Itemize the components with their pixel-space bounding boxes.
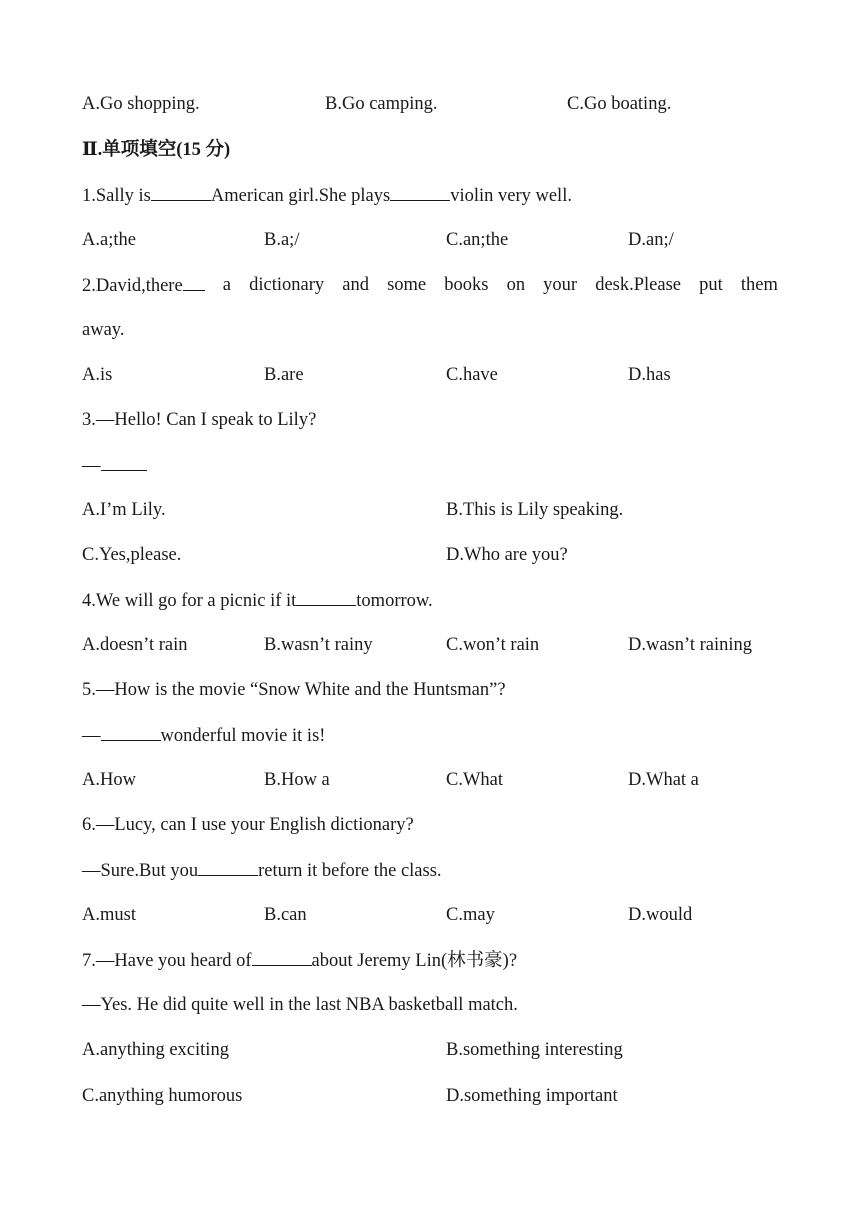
- blank: [252, 948, 312, 966]
- q1-option-a: A.a;the: [82, 230, 136, 250]
- question-3-response: [82, 453, 147, 478]
- question-6-part1: —Sure.But you: [82, 861, 199, 881]
- question-2-word: some: [387, 275, 427, 295]
- prev-option-c: C.Go boating.: [567, 94, 672, 114]
- blank: [183, 273, 205, 291]
- q2-option-c: C.have: [446, 365, 498, 385]
- q6-option-d: D.would: [628, 905, 693, 925]
- q5-option-d: D.What a: [628, 770, 699, 790]
- q3-option-c: C.Yes,please.: [82, 545, 182, 565]
- question-2-word: desk.Please: [595, 275, 682, 295]
- q5-option-c: C.What: [446, 770, 504, 790]
- section-heading: Ⅱ.单项填空(15 分): [82, 140, 231, 160]
- question-6-part2: return it before the class.: [258, 861, 442, 881]
- question-4-part2: tomorrow.: [356, 591, 433, 611]
- question-2-word: on: [506, 275, 526, 295]
- q3-option-b: B.This is Lily speaking.: [446, 500, 624, 520]
- question-1-part3: violin very well.: [450, 186, 572, 206]
- question-3: 3.—Hello! Can I speak to Lily?: [82, 410, 317, 430]
- q6-option-b: B.can: [264, 905, 307, 925]
- question-5: 5.—How is the movie “Snow White and the Huntsman”?: [82, 680, 506, 700]
- q2-option-b: B.are: [264, 365, 304, 385]
- prev-option-b: B.Go camping.: [325, 94, 438, 114]
- blank: [101, 453, 147, 471]
- question-4-part1: 4.We will go for a picnic if it: [82, 591, 297, 611]
- q5-option-b: B.How a: [264, 770, 330, 790]
- q6-option-c: C.may: [446, 905, 495, 925]
- question-2-start: [82, 273, 205, 298]
- question-7: [82, 948, 517, 973]
- question-5-part2: wonderful movie it is!: [160, 726, 326, 746]
- question-6-response: [82, 858, 442, 883]
- question-7-answer: —Yes. He did quite well in the last NBA basketball match.: [82, 995, 518, 1015]
- blank: [296, 588, 356, 606]
- question-7-part1: 7.—Have you heard of: [82, 951, 252, 971]
- q7-option-b: B.something interesting: [446, 1040, 623, 1060]
- q5-option-a: A.How: [82, 770, 136, 790]
- q4-option-b: B.wasn’t rainy: [264, 635, 373, 655]
- blank: [101, 723, 161, 741]
- q1-option-c: C.an;the: [446, 230, 509, 250]
- q1-option-b: B.a;/: [264, 230, 300, 250]
- question-6: 6.—Lucy, can I use your English dictionary?: [82, 815, 414, 835]
- blank: [390, 183, 450, 201]
- question-2-word: dictionary: [249, 275, 325, 295]
- question-2-word: 2.David,there: [82, 276, 183, 296]
- dash: —: [82, 456, 101, 476]
- question-7-part2: about Jeremy Lin(林书豪)?: [311, 951, 518, 971]
- q7-option-c: C.anything humorous: [82, 1086, 243, 1106]
- q4-option-d: D.wasn’t raining: [628, 635, 752, 655]
- q3-option-a: A.I’m Lily.: [82, 500, 166, 520]
- question-2-word: put: [699, 275, 723, 295]
- question-2-word: a: [222, 275, 232, 295]
- dash: —: [82, 726, 101, 746]
- question-1-part1: 1.Sally is: [82, 186, 151, 206]
- question-2-word: books: [444, 275, 489, 295]
- blank: [198, 858, 258, 876]
- q3-option-d: D.Who are you?: [446, 545, 568, 565]
- question-4: [82, 588, 433, 613]
- prev-option-a: A.Go shopping.: [82, 94, 200, 114]
- question-5-response: [82, 723, 325, 748]
- q4-option-c: C.won’t rain: [446, 635, 540, 655]
- question-1-part2: American girl.She plays: [210, 186, 391, 206]
- q7-option-d: D.something important: [446, 1086, 618, 1106]
- q2-option-a: A.is: [82, 365, 113, 385]
- question-2-word: and: [342, 275, 369, 295]
- blank: [151, 183, 211, 201]
- q1-option-d: D.an;/: [628, 230, 674, 250]
- q2-option-d: D.has: [628, 365, 671, 385]
- question-2-continued: away.: [82, 320, 125, 340]
- q6-option-a: A.must: [82, 905, 136, 925]
- q7-option-a: A.anything exciting: [82, 1040, 229, 1060]
- question-1: [82, 183, 572, 208]
- q4-option-a: A.doesn’t rain: [82, 635, 188, 655]
- question-2: [82, 273, 778, 298]
- question-2-word: them: [740, 275, 778, 295]
- question-2-word: your: [543, 275, 578, 295]
